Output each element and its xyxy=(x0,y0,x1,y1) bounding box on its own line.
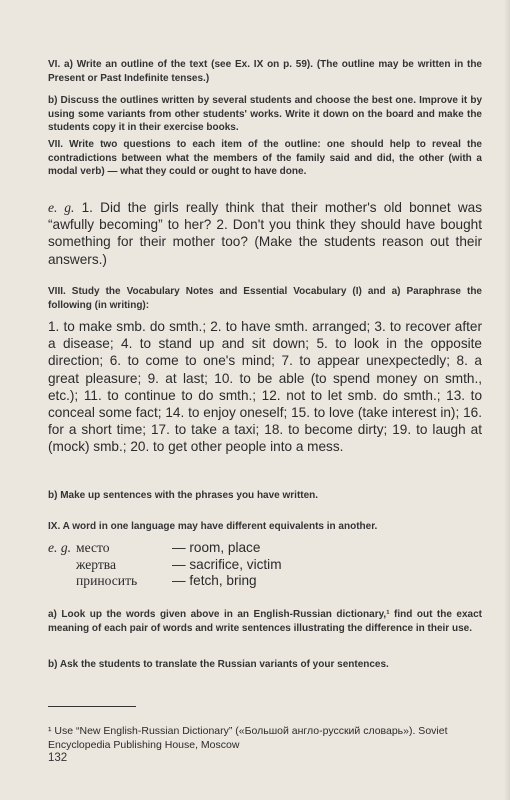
russian-word: приносить xyxy=(76,573,138,589)
page-edge-shadow xyxy=(504,0,510,800)
exercise-6a: VI. a) Write an outline of the text (see Ex. IX on p. 59). (The outline may be written in the Present or Past Indefinite tenses.) xyxy=(48,59,482,84)
exercise-9: IX. A word in one language may have different equivalents in another. xyxy=(48,521,378,532)
word-row xyxy=(48,557,282,574)
eg-label xyxy=(48,557,76,574)
exercise-8a: VIII. Study the Vocabulary Notes and Essential Vocabulary (I) and a) Paraphrase the following (in writing): xyxy=(48,286,482,311)
exercise-9a: a) Look up the words given above in an English-Russian dictionary,¹ find out the exact meaning of each pair of words and write sentences illustrating the difference in their use. xyxy=(48,609,482,634)
english-equivalents: — fetch, bring xyxy=(172,573,257,589)
eg-label xyxy=(48,573,76,590)
exercise-8b: b) Make up sentences with the phrases you have written. xyxy=(48,490,319,501)
eg-label: e. g. xyxy=(48,200,75,215)
word-row xyxy=(48,573,282,590)
word-row xyxy=(48,540,282,557)
page-number: 132 xyxy=(48,752,68,764)
example-text: 1. Did the girls really think that their mother's old bonnet was “awfully becoming” to her? 2. Don't you think they should have bought something for their mother too? (Make the students reason out their answers.) xyxy=(48,200,482,267)
exercise-9b: b) Ask the students to translate the Russian variants of your sentences. xyxy=(48,659,389,670)
eg-label: e. g. xyxy=(48,540,72,555)
exercise-6b: b) Discuss the outlines written by several students and choose the best one. Improve it by using some variants from other students' works. Write it down on the board and make the students copy it in their exercise books. xyxy=(48,95,482,134)
english-equivalents: — sacrifice, victim xyxy=(172,556,282,572)
footnote-divider xyxy=(48,706,136,707)
word-equivalents-table xyxy=(48,540,282,590)
exercise-7: VII. Write two questions to each item of the outline: one should help to reveal the contradictions between what the members of the family said and did, the other (with a modal verb) — what they could or ought to have done. xyxy=(48,139,482,178)
phrase-list: 1. to make smb. do smth.; 2. to have smth. arranged; 3. to recover after a disease; 4. to stand up and sit down; 5. to look in the opposite direction; 6. to come to one's mind; 7. to appear unexpectedly; 8. a great pleasure; 9. at last; 10. to be able (to spend money on smth., etc.); 11. to continue to do smth.; 12. not to let smb. do smth.; 13. to conceal some fact; 14. to enjoy oneself; 15. to love (take interest in); 16. for a short time; 17. to take a taxi; 18. to become dirty; 19. to laugh at (mock) smb.; 20. to get other people into a mess. xyxy=(48,319,482,455)
english-equivalents: — room, place xyxy=(172,540,261,555)
russian-word: жертва xyxy=(76,556,117,572)
russian-word: место xyxy=(76,540,110,555)
footnote: ¹ Use “New English-Russian Dictionary” («Большой англо-русский словарь»). Soviet Encyclopedia Publishing House, Moscow xyxy=(48,724,448,751)
example-paragraph-1 xyxy=(48,199,482,268)
